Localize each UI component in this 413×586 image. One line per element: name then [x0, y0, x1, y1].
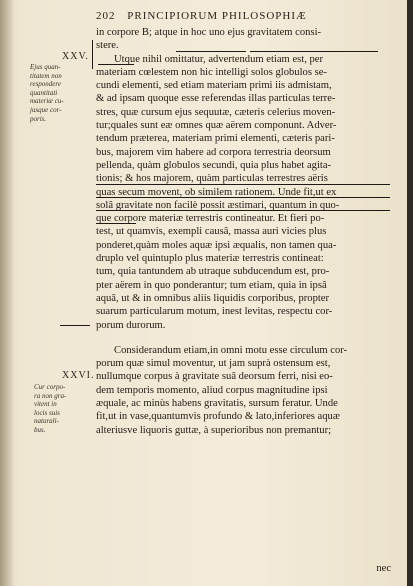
text-line: cundi elementi, sed etiam materiam primi iis admistam, — [96, 80, 332, 92]
text-line: tur;quales sunt eæ omnes quæ aërem componunt. Adver- — [96, 120, 337, 132]
text-line: dem temporis momento, aliud corpus magnitudine ipsi — [96, 384, 328, 396]
margin-note-line: respondere — [30, 80, 61, 89]
text-line: pellenda, quàm globulos secundi, quia plus habet agita- — [96, 159, 332, 171]
text-line: aquâ, ut & in omnibus aliis liquidis corporibus, propter — [96, 292, 330, 304]
text-line: Considerandum etiam,in omni motu esse circulum cor- — [114, 344, 348, 356]
margin-note-line: bus. — [34, 425, 46, 434]
margin-note-line: quantitati — [30, 88, 58, 97]
text-line: suarum particularum motum, inest levitas, respectu cor- — [96, 306, 333, 318]
margin-note-line: jusque cor- — [30, 105, 62, 114]
margin-note-line: vitent in — [34, 400, 57, 409]
text-line: bus, majorem vim habere ad corpora terrestria deorsum — [96, 146, 331, 158]
running-header — [96, 10, 307, 22]
page-number: 202 — [96, 10, 116, 22]
text-line: nullumque corpus à gravitate suâ deorsum ferri, nisi eo- — [96, 371, 333, 383]
text-line: materiam cœlestem non hic intelligi solos globulos se- — [96, 66, 327, 78]
text-line: druplo vel quintuplo plus materiæ terrestris contineat: — [96, 253, 324, 265]
margin-dash-mark — [60, 325, 90, 326]
text-line: in corpore B; atque in hoc uno ejus gravitatem consi- — [96, 27, 322, 38]
text-line: tionis; & hos majorem, quàm particulas terrestres aëris — [96, 173, 328, 185]
text-line: stres, quæ cursum ejus sequutæ, cæteris celerius moven- — [96, 106, 336, 118]
text-line: que corpore materiæ terrestris contineatur. Et fieri po- — [96, 213, 325, 225]
margin-bracket-mark — [92, 40, 93, 69]
margin-note-line: naturali- — [34, 417, 59, 426]
text-line: porum durorum. — [96, 319, 166, 331]
text-line: porum quæ simul moventur, ut jam suprà ostensum est, — [96, 358, 331, 370]
text-line: quas secum movent, ob similem rationem. Unde fit,ut ex — [96, 186, 337, 198]
section-number-xxvi: XXVI. — [62, 370, 95, 381]
text-line: test, ut quamvis, exempli causâ, massa auri vicies plus — [96, 226, 327, 238]
text-line: pter aërem in quo ponderantur; tum etiam, quia in ipsâ — [96, 279, 327, 291]
margin-note-line: materiæ cu- — [30, 97, 64, 106]
page-edge — [407, 0, 413, 586]
margin-note-line: locis suis — [34, 408, 60, 417]
margin-note-line: ra non gra- — [34, 391, 67, 400]
margin-note-line: Ejus quan- — [30, 63, 61, 71]
section-number-xxv: XXV. — [62, 51, 89, 62]
text-line: fit,ut in vase,quantumvis profundo & lato,inferiores aquæ — [96, 411, 340, 423]
margin-note-line: titatem non — [30, 71, 62, 80]
text-line: tum, quia tantundem ab utraque subducendum est, pro- — [96, 266, 330, 278]
running-title: PRINCIPIORUM PHILOSOPHIÆ — [127, 10, 307, 22]
text-line: alteriusve liquoris guttæ, à superioribus non premantur; — [96, 424, 332, 436]
margin-note-line: Cur corpo- — [34, 383, 66, 391]
catchword: nec — [376, 563, 391, 574]
text-line: tendum præterea, materiam primi elementi, cæteris pari- — [96, 133, 335, 145]
text-line: æquale, ac minùs habens gravitatis, sursum feratur. Unde — [96, 398, 338, 410]
text-line: solâ gravitate non facilè possit æstimari, quantum in quo- — [96, 199, 340, 211]
margin-note-xxvi — [34, 383, 80, 435]
text-line: & ad ipsam quoque esse referendas illas particulas terre- — [96, 93, 336, 105]
margin-note-xxv — [30, 63, 76, 123]
gutter-shadow — [0, 0, 14, 586]
margin-note-line: poris. — [30, 114, 47, 123]
text-line: ponderet,quàm moles aquæ ipsi æqualis, non tamen qua- — [96, 239, 337, 251]
text-line: Utque nihil omittatur, advertendum etiam est, per — [114, 53, 324, 65]
body-text — [96, 26, 390, 437]
text-line: stere. — [96, 40, 119, 52]
